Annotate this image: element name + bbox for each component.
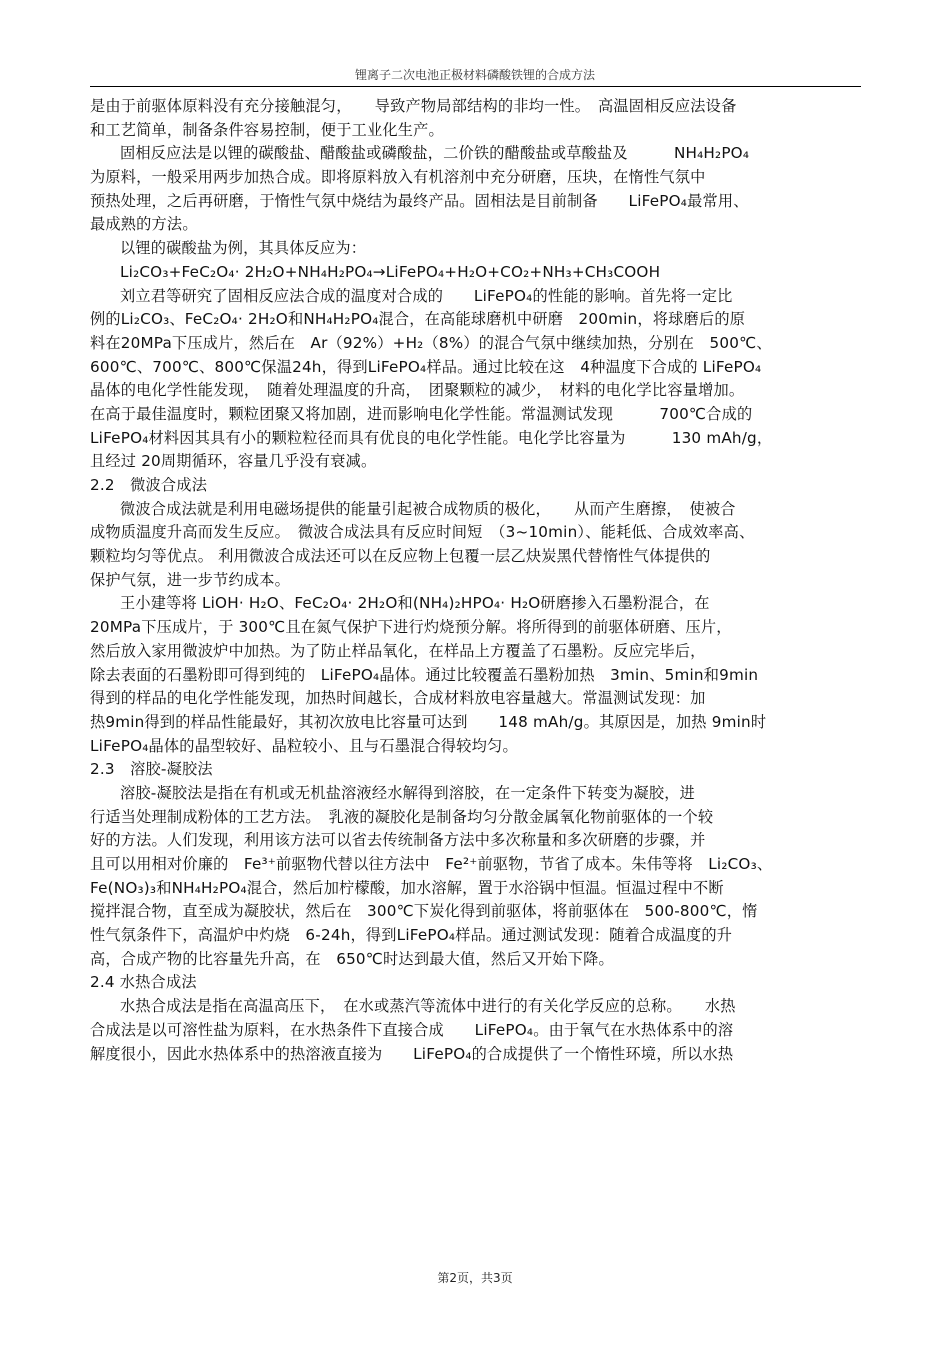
text-line: LiFePO₄晶体的晶型较好、晶粒较小、且与石墨混合得较均匀。	[90, 736, 518, 755]
text-line: LiFePO₄材料因其具有小的颗粒粒径而具有优良的电化学性能。电化学比容量为 130 mAh/g，	[90, 428, 773, 447]
header-divider	[90, 86, 861, 87]
text-line: 热9min得到的样品性能最好，其初次放电比容量可达到 148 mAh/g。其原因是，加热 9min时	[90, 712, 767, 731]
text-line: 为原料，一般采用两步加热合成。即将原料放入有机溶剂中充分研磨，压块，在惰性气氛中	[90, 168, 706, 187]
text-line: 搅拌混合物，直至成为凝胶状，然后在 300℃下炭化得到前驱体，将前驱体在 500-800℃，惰	[90, 902, 758, 921]
section-heading: 2.3 溶胶-凝胶法	[90, 760, 213, 779]
text-line: 除去表面的石墨粉即可得到纯的 LiFePO₄晶体。通过比较覆盖石墨粉加热 3min、5min和9min	[90, 665, 759, 684]
text-line: Fe(NO₃)₃和NH₄H₂PO₄混合，然后加柠檬酸，加水溶解，置于水浴锅中恒温。恒温过程中不断	[90, 878, 724, 897]
text-line: 最成熟的方法。	[90, 215, 198, 234]
text-line: 且可以用相对价廉的 Fe³⁺前驱物代替以往方法中 Fe²⁺前驱物，节省了成本。朱伟等将 Li₂CO₃、	[90, 855, 773, 873]
document-body	[90, 95, 861, 1066]
text-line: 得到的样品的电化学性能发现，加热时间越长，合成材料放电容量越大。常温测试发现：加	[90, 689, 706, 708]
text-line: Li₂CO₃+FeC₂O₄· 2H₂O+NH₄H₂PO₄→LiFePO₄+H₂O+CO₂+NH₃+CH₃COOH	[120, 262, 661, 281]
text-line: 合成法是以可溶性盐为原料，在水热条件下直接合成 LiFePO₄。由于氧气在水热体系中的溶	[90, 1020, 734, 1039]
section-heading: 2.2 微波合成法	[90, 476, 208, 494]
text-line: 颗粒均匀等优点。 利用微波合成法还可以在反应物上包覆一层乙炔炭黑代替惰性气体提供的	[90, 547, 711, 566]
text-line: 晶体的电化学性能发现， 随着处理温度的升高， 团聚颗粒的减少， 材料的电化学比容量增加。	[90, 381, 745, 400]
text-line: 且经过 20周期循环，容量几乎没有衰减。	[90, 452, 377, 471]
text-line: 高，合成产物的比容量先升高，在 650℃时达到最大值，然后又开始下降。	[90, 949, 614, 968]
text-line: 解度很小，因此水热体系中的热溶液直接为 LiFePO₄的合成提供了一个惰性环境，所以水热	[90, 1044, 734, 1063]
text-line: 在高于最佳温度时，颗粒团聚又将加剧，进而影响电化学性能。常温测试发现 700℃合成的	[90, 404, 753, 423]
text-line: 20MPa下压成片，于 300℃且在氮气保护下进行灼烧预分解。将所得到的前驱体研磨、压片，	[90, 618, 732, 637]
text-line: 是由于前驱体原料没有充分接触混匀， 导致产物局部结构的非均一性。 高温固相反应法设备	[90, 97, 737, 115]
text-line: 刘立君等研究了固相反应法合成的温度对合成的 LiFePO₄的性能的影响。首先将一定比	[120, 286, 733, 305]
text-line: 性气氛条件下，高温炉中灼烧 6-24h，得到LiFePO₄样品。通过测试发现：随着合成温度的升	[90, 926, 733, 945]
text-line: 溶胶-凝胶法是指在有机或无机盐溶液经水解得到溶胶，在一定条件下转变为凝胶，进	[120, 783, 696, 802]
text-line: 水热合成法是指在高温高压下， 在水或蒸汽等流体中进行的有关化学反应的总称。 水热	[120, 997, 736, 1016]
text-line: 预热处理，之后再研磨，于惰性气氛中烧结为最终产品。固相法是目前制备 LiFePO₄最常用、	[90, 191, 749, 210]
section-heading: 2.4 水热合成法	[90, 973, 197, 992]
text-line: 例的Li₂CO₃、FeC₂O₄· 2H₂O和NH₄H₂PO₄混合，在高能球磨机中研磨 200min，将球磨后的原	[90, 310, 746, 329]
page-header-title: 锂离子二次电池正极材料磷酸铁锂的合成方法	[354, 68, 595, 82]
text-line: 然后放入家用微波炉中加热。为了防止样品氧化，在样品上方覆盖了石墨粉。反应完毕后，	[90, 641, 706, 660]
text-line: 成物质温度升高而发生反应。 微波合成法具有反应时间短 （3~10min）、能耗低、合成效率高、	[90, 523, 755, 542]
text-line: 和工艺简单，制备条件容易控制，便于工业化生产。	[90, 120, 444, 139]
text-line: 料在20MPa下压成片，然后在 Ar（92%）+H₂（8%）的混合气氛中继续加热，分别在 500℃、	[90, 333, 772, 352]
text-line: 好的方法。人们发现，利用该方法可以省去传统制备方法中多次称量和多次研磨的步骤，并	[90, 831, 706, 850]
text-line: 行适当处理制成粉体的工艺方法。 乳液的凝胶化是制备均匀分散金属氧化物前驱体的一个较	[90, 807, 714, 826]
text-line: 以锂的碳酸盐为例，其具体反应为：	[120, 239, 367, 258]
text-line: 王小建等将 LiOH· H₂O、FeC₂O₄· 2H₂O和(NH₄)₂HPO₄· H₂O研磨掺入石墨粉混合，在	[120, 594, 710, 613]
text-line: 600℃、700℃、800℃保温24h，得到LiFePO₄样品。通过比较在这 4种温度下合成的 LiFePO₄	[90, 357, 762, 376]
page-number: 第2页，共3页	[437, 1271, 513, 1285]
text-line: 微波合成法就是利用电磁场提供的能量引起被合成物质的极化， 从而产生磨擦， 使被合	[120, 499, 736, 518]
text-line: 保护气氛，进一步节约成本。	[90, 570, 291, 589]
text-line: 固相反应法是以锂的碳酸盐、醋酸盐或磷酸盐，二价铁的醋酸盐或草酸盐及 NH₄H₂PO₄	[120, 144, 750, 163]
